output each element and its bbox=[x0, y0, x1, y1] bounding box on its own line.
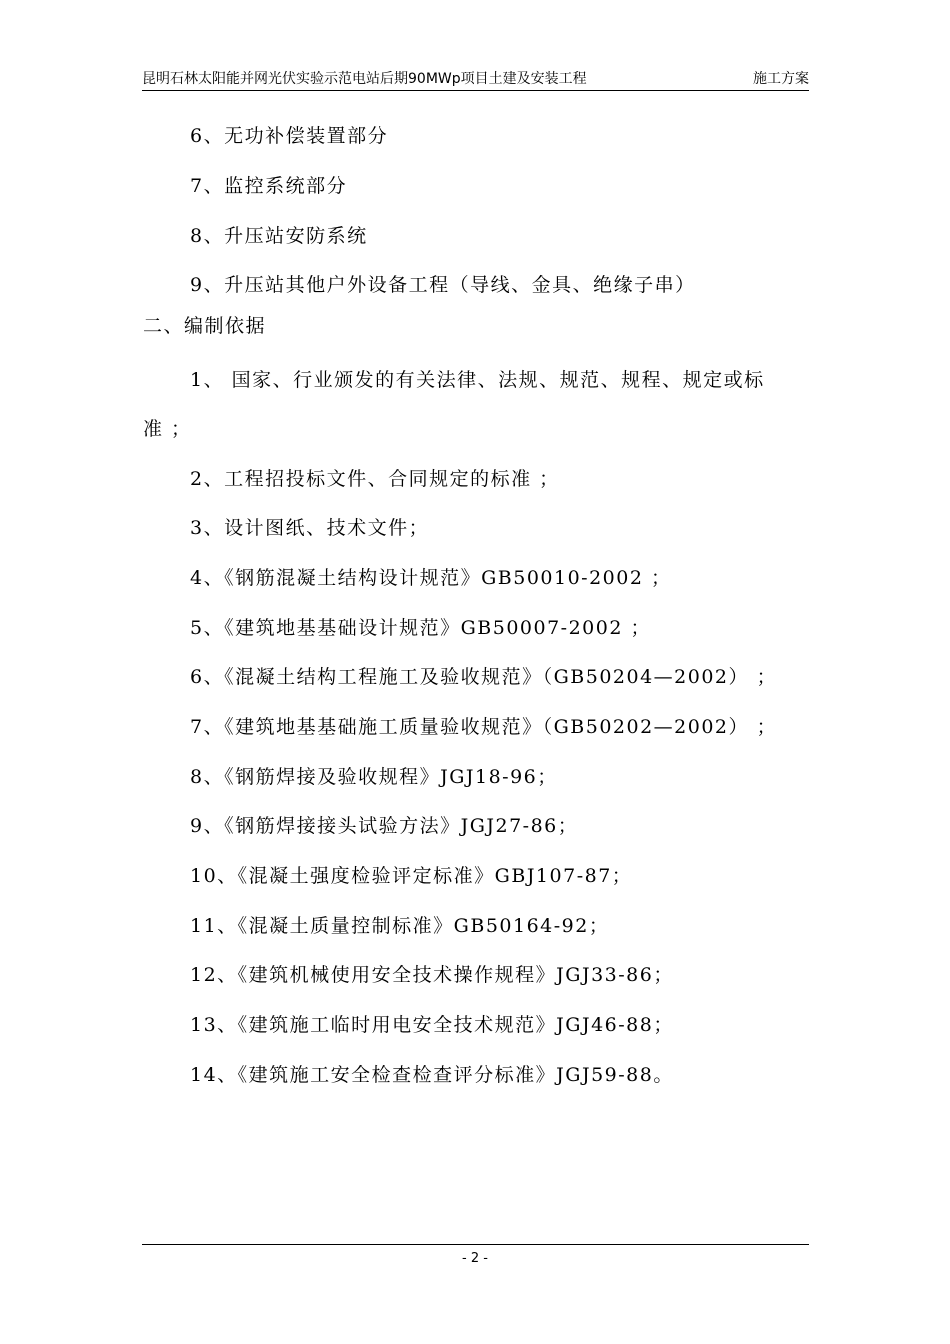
list-item-basis-12: 12、《建筑机械使用安全技术操作规程》JGJ33-86； bbox=[190, 964, 674, 986]
list-item-basis-3: 3、设计图纸、技术文件； bbox=[190, 517, 430, 539]
list-item-basis-10: 10、《混凝土强度检验评定标准》GBJ107-87； bbox=[190, 865, 633, 887]
list-item-basis-1-continued: 准 ； bbox=[143, 418, 192, 440]
list-item-basis-1: 1、 国家、行业颁发的有关法律、法规、规范、规程、规定或标 bbox=[190, 369, 765, 391]
list-item-basis-9: 9、《钢筋焊接接头试验方法》JGJ27-86； bbox=[190, 815, 579, 837]
list-item-basis-11: 11、《混凝土质量控制标准》GB50164-92； bbox=[190, 915, 610, 937]
list-item-basis-4: 4、《钢筋混凝土结构设计规范》GB50010-2002 ； bbox=[190, 567, 672, 589]
list-item-basis-8: 8、《钢筋焊接及验收规程》JGJ18-96； bbox=[190, 766, 558, 788]
list-item-basis-13: 13、《建筑施工临时用电安全技术规范》JGJ46-88； bbox=[190, 1014, 674, 1036]
list-item-scope-9: 9、升压站其他户外设备工程（导线、金具、绝缘子串） bbox=[190, 274, 696, 296]
page-header bbox=[142, 66, 809, 91]
list-item-scope-7: 7、监控系统部分 bbox=[190, 175, 348, 197]
list-item-scope-6: 6、无功补偿装置部分 bbox=[190, 125, 389, 147]
list-item-basis-7: 7、《建筑地基基础施工质量验收规范》（GB50202—2002） ； bbox=[190, 716, 778, 738]
list-item-basis-2: 2、工程招投标文件、合同规定的标准 ； bbox=[190, 468, 560, 490]
footer-divider bbox=[142, 1244, 809, 1245]
list-item-scope-8: 8、升压站安防系统 bbox=[190, 225, 368, 247]
header-section-name: 施工方案 bbox=[753, 71, 809, 87]
header-project-title: 昆明石林太阳能并网光伏实验示范电站后期90MWp项目土建及安装工程 bbox=[142, 71, 587, 87]
list-item-basis-5: 5、《建筑地基基础设计规范》GB50007-2002 ； bbox=[190, 617, 651, 639]
page-number: - 2 - bbox=[462, 1251, 488, 1266]
list-item-basis-6: 6、《混凝土结构工程施工及验收规范》（GB50204—2002） ； bbox=[190, 666, 778, 688]
section-heading: 二、编制依据 bbox=[143, 315, 267, 337]
list-item-basis-14: 14、《建筑施工安全检查检查评分标准》JGJ59-88。 bbox=[190, 1064, 674, 1086]
